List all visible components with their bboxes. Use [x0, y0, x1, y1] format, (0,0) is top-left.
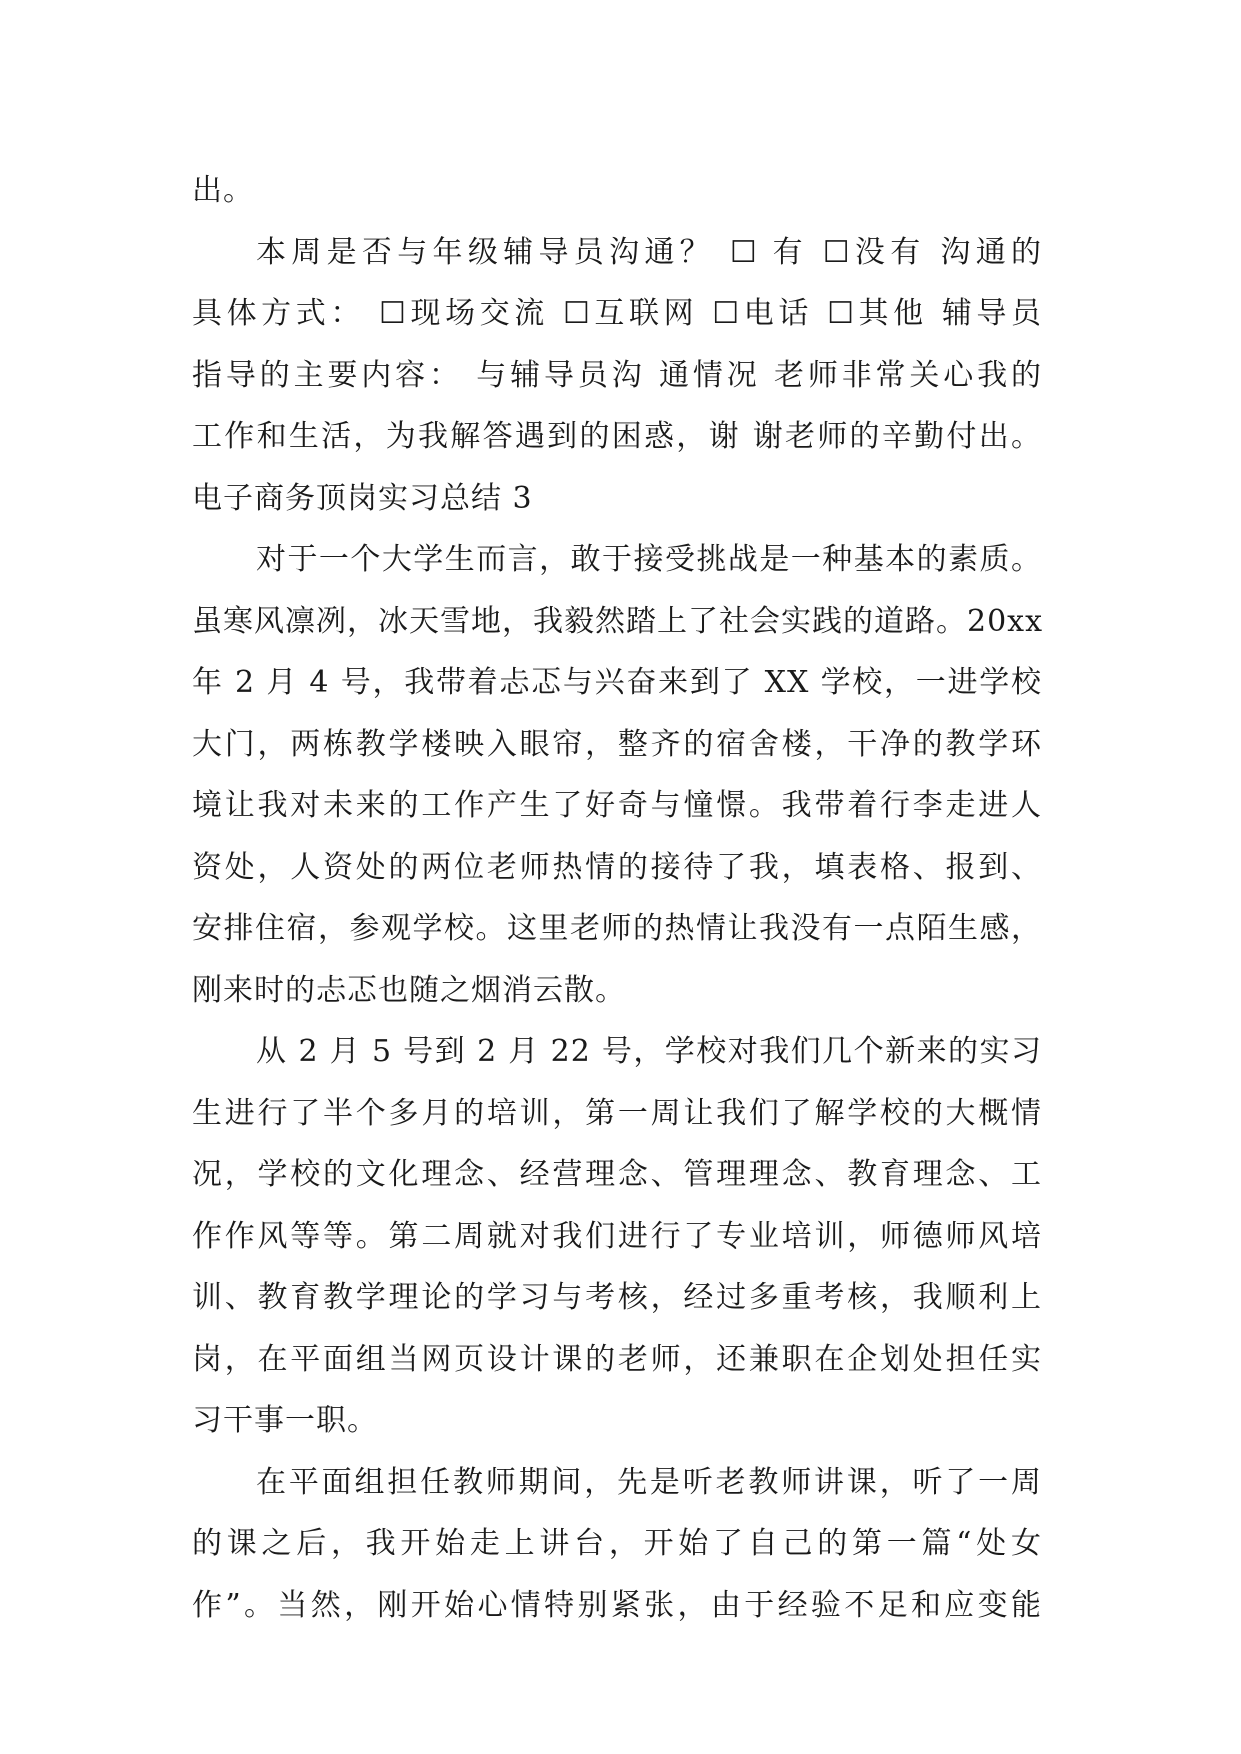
text-line: 作”。当然，刚开始心情特别紧张，由于经验不足和应变能 [192, 1587, 1042, 1623]
text-line: 从 2 月 5 号到 2 月 22 号，学校对我们几个新来的实习 [256, 1034, 1042, 1069]
text-line: 况，学校的文化理念、经营理念、管理理念、教育理念、工 [192, 1157, 1042, 1192]
text-line: 境让我对未来的工作产生了好奇与憧憬。我带着行李走进人 [192, 788, 1042, 823]
text-line: 虽寒风凛冽，冰天雪地，我毅然踏上了社会实践的道路。20xx [192, 603, 1044, 639]
section-heading: 电子商务顶岗实习总结 3 [192, 480, 533, 516]
text-line: 本周是否与年级辅导员沟通？ ☐ 有 ☐没有 沟通的 [256, 234, 1042, 270]
text-line: 出。 [192, 173, 254, 208]
text-line: 资处，人资处的两位老师热情的接待了我，填表格、报到、 [192, 849, 1042, 885]
document-page [192, 160, 1042, 1636]
text-line: 具体方式： ☐现场交流 ☐互联网 ☐电话 ☐其他 辅导员 [192, 296, 1042, 331]
text-line: 生进行了半个多月的培训，第一周让我们了解学校的大概情 [192, 1095, 1042, 1131]
text-line: 在平面组担任教师期间，先是听老教师讲课，听了一周 [256, 1464, 1042, 1500]
text-line: 大门，两栋教学楼映入眼帘，整齐的宿舍楼，干净的教学环 [192, 726, 1042, 762]
text-line: 作作风等等。第二周就对我们进行了专业培训，师德师风培 [192, 1218, 1042, 1254]
text-line: 岗，在平面组当网页设计课的老师，还兼职在企划处担任实 [192, 1341, 1042, 1377]
text-line: 训、教育教学理论的学习与考核，经过多重考核，我顺利上 [192, 1280, 1042, 1315]
text-line: 对于一个大学生而言，敢于接受挑战是一种基本的素质。 [256, 542, 1042, 577]
text-line: 年 2 月 4 号，我带着忐忑与兴奋来到了 XX 学校，一进学校 [192, 665, 1042, 700]
text-line: 习干事一职。 [192, 1403, 378, 1438]
text-line: 指导的主要内容： 与辅导员沟 通情况 老师非常关心我的 [192, 357, 1042, 393]
text-line: 工作和生活，为我解答遇到的困惑，谢 谢老师的辛勤付出。 [192, 419, 1042, 454]
text-line: 的课之后，我开始走上讲台，开始了自己的第一篇“处女 [192, 1526, 1042, 1561]
text-line: 安排住宿，参观学校。这里老师的热情让我没有一点陌生感， [192, 911, 1042, 946]
text-line: 刚来时的忐忑也随之烟消云散。 [192, 972, 626, 1008]
